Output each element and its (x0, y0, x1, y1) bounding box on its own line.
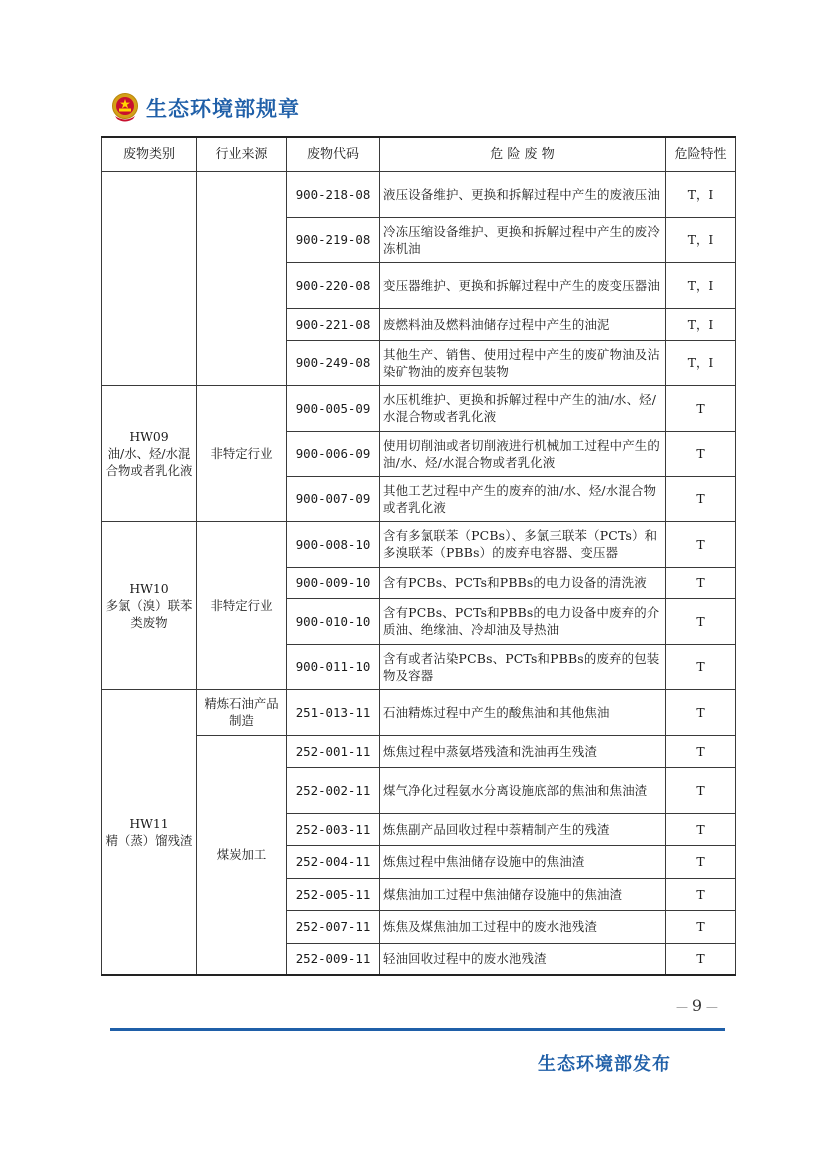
category-name: 油/水、烃/水混合物或者乳化液 (105, 445, 193, 478)
waste-code-cell: 900-007-09 (287, 476, 380, 521)
source-cell: 非特定行业 (197, 385, 287, 521)
waste-description-cell: 炼焦副产品回收过程中萘精制产生的残渣 (380, 813, 666, 845)
waste-code-cell: 252-007-11 (287, 910, 380, 943)
waste-description-cell: 炼焦及煤焦油加工过程中的废水池残渣 (380, 910, 666, 943)
waste-code-cell: 900-008-10 (287, 521, 380, 567)
risk-characteristic-cell: T (666, 813, 736, 845)
waste-code-cell: 900-005-09 (287, 385, 380, 431)
hazardous-waste-table (101, 136, 736, 976)
category-code: HW11 (129, 815, 169, 831)
waste-description-cell: 液压设备维护、更换和拆解过程中产生的废液压油 (380, 171, 666, 217)
risk-characteristic-cell: T (666, 878, 736, 910)
source-cell: 精炼石油产品制造 (197, 689, 287, 735)
risk-characteristic-cell: T (666, 385, 736, 431)
waste-description-cell: 炼焦过程中焦油储存设施中的焦油渣 (380, 845, 666, 878)
footer-publisher: 生态环境部发布 (538, 1054, 671, 1075)
risk-characteristic-cell: T (666, 521, 736, 567)
waste-description-cell: 含有PCBs、PCTs和PBBs的电力设备的清洗液 (380, 567, 666, 598)
page-number: — 9 — (676, 996, 718, 1015)
waste-description-cell: 石油精炼过程中产生的酸焦油和其他焦油 (380, 689, 666, 735)
waste-description-cell: 含有或者沾染PCBs、PCTs和PBBs的废弃的包装物及容器 (380, 644, 666, 689)
page-number-value: 9 (691, 996, 703, 1015)
waste-code-cell: 900-219-08 (287, 217, 380, 262)
waste-code-cell: 252-002-11 (287, 767, 380, 813)
source-cell: 煤炭加工 (197, 735, 287, 975)
waste-description-cell: 变压器维护、更换和拆解过程中产生的废变压器油 (380, 262, 666, 308)
table-header-row (102, 137, 736, 171)
waste-code-cell: 252-009-11 (287, 943, 380, 975)
waste-description-cell: 其他生产、销售、使用过程中产生的废矿物油及沾染矿物油的废弃包装物 (380, 340, 666, 385)
waste-description-cell: 使用切削油或者切削液进行机械加工过程中产生的油/水、烃/水混合物或者乳化液 (380, 431, 666, 476)
source-cell (197, 171, 287, 385)
waste-code-cell: 252-005-11 (287, 878, 380, 910)
risk-characteristic-cell: T (666, 845, 736, 878)
table-row (102, 385, 736, 431)
page-header (110, 88, 300, 128)
category-cell (102, 171, 197, 385)
risk-characteristic-cell: T，I (666, 308, 736, 340)
waste-code-cell: 900-010-10 (287, 598, 380, 644)
category-code: HW10 (129, 580, 169, 596)
waste-description-cell: 含有PCBs、PCTs和PBBs的电力设备中废弃的介质油、绝缘油、冷却油及导热油 (380, 598, 666, 644)
risk-characteristic-cell: T (666, 689, 736, 735)
waste-code-cell: 900-249-08 (287, 340, 380, 385)
waste-code-cell: 900-011-10 (287, 644, 380, 689)
waste-description-cell: 其他工艺过程中产生的废弃的油/水、烃/水混合物或者乳化液 (380, 476, 666, 521)
source-cell: 非特定行业 (197, 521, 287, 689)
column-header: 行业来源 (197, 137, 287, 171)
column-header: 危险特性 (666, 137, 736, 171)
risk-characteristic-cell: T，I (666, 217, 736, 262)
table-row (102, 689, 736, 735)
risk-characteristic-cell: T (666, 476, 736, 521)
category-name: 多氯（溴）联苯类废物 (105, 597, 193, 630)
risk-characteristic-cell: T，I (666, 340, 736, 385)
table-row (102, 735, 736, 767)
waste-description-cell: 含有多氯联苯（PCBs）、多氯三联苯（PCTs）和多溴联苯（PBBs）的废弃电容器、变压器 (380, 521, 666, 567)
waste-description-cell: 炼焦过程中蒸氨塔残渣和洗油再生残渣 (380, 735, 666, 767)
table-row (102, 171, 736, 217)
column-header: 废物类别 (102, 137, 197, 171)
risk-characteristic-cell: T (666, 567, 736, 598)
risk-characteristic-cell: T (666, 644, 736, 689)
waste-code-cell: 900-221-08 (287, 308, 380, 340)
category-cell (102, 385, 197, 521)
table-row (102, 521, 736, 567)
waste-description-cell: 煤气净化过程氨水分离设施底部的焦油和焦油渣 (380, 767, 666, 813)
column-header: 废物代码 (287, 137, 380, 171)
risk-characteristic-cell: T，I (666, 262, 736, 308)
waste-description-cell: 轻油回收过程中的废水池残渣 (380, 943, 666, 975)
national-emblem-icon (110, 92, 140, 124)
waste-code-cell: 900-220-08 (287, 262, 380, 308)
waste-code-cell: 251-013-11 (287, 689, 380, 735)
waste-code-cell: 900-009-10 (287, 567, 380, 598)
waste-description-cell: 废燃料油及燃料油储存过程中产生的油泥 (380, 308, 666, 340)
risk-characteristic-cell: T (666, 598, 736, 644)
risk-characteristic-cell: T (666, 735, 736, 767)
page-header-title: 生态环境部规章 (146, 97, 300, 121)
category-cell (102, 521, 197, 689)
category-name: 精（蒸）馏残渣 (105, 832, 193, 848)
risk-characteristic-cell: T，I (666, 171, 736, 217)
waste-description-cell: 冷冻压缩设备维护、更换和拆解过程中产生的废冷冻机油 (380, 217, 666, 262)
risk-characteristic-cell: T (666, 431, 736, 476)
category-cell (102, 689, 197, 975)
waste-description-cell: 水压机维护、更换和拆解过程中产生的油/水、烃/水混合物或者乳化液 (380, 385, 666, 431)
waste-code-cell: 252-004-11 (287, 845, 380, 878)
risk-characteristic-cell: T (666, 943, 736, 975)
risk-characteristic-cell: T (666, 910, 736, 943)
waste-description-cell: 煤焦油加工过程中焦油储存设施中的焦油渣 (380, 878, 666, 910)
waste-code-cell: 252-003-11 (287, 813, 380, 845)
waste-code-cell: 900-218-08 (287, 171, 380, 217)
footer-divider (110, 1028, 725, 1031)
column-header: 危 险 废 物 (380, 137, 666, 171)
waste-code-cell: 252-001-11 (287, 735, 380, 767)
risk-characteristic-cell: T (666, 767, 736, 813)
waste-code-cell: 900-006-09 (287, 431, 380, 476)
category-code: HW09 (129, 428, 169, 444)
